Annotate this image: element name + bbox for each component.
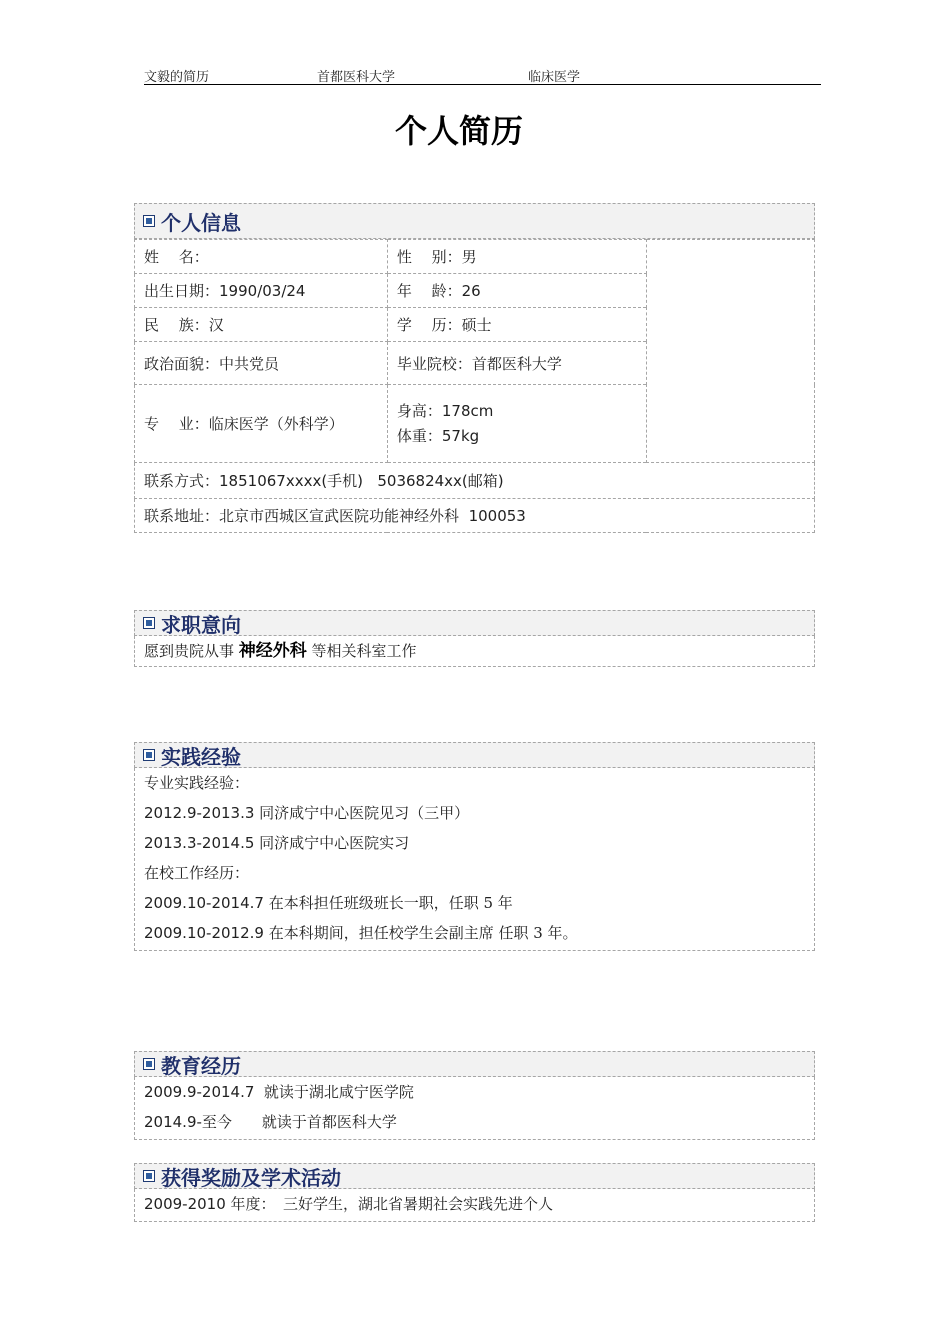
- section-header: [134, 742, 815, 768]
- section-title: 教育经历: [161, 1053, 241, 1078]
- section-header: [134, 1051, 815, 1077]
- intent-emphasis: 神经外科: [238, 641, 307, 661]
- section-title: 实践经验: [161, 744, 241, 769]
- name-cell: 姓 名：: [135, 240, 388, 274]
- list-item: 2014.9-至今 就读于首都医科大学: [144, 1113, 397, 1131]
- age-cell: 年 龄：26: [387, 274, 646, 308]
- section-body: [134, 1077, 815, 1140]
- list-item: 2012.9-2013.3 同济咸宁中心医院见习（三甲）: [144, 804, 470, 822]
- intent-line: 愿到贵院从事 神经外科 等相关科室工作: [144, 641, 417, 661]
- list-label: 专业实践经验：: [144, 774, 250, 792]
- birth-cell: 出生日期：1990/03/24: [135, 274, 388, 308]
- section-title: 求职意向: [161, 612, 241, 637]
- section-bullet-icon: [143, 215, 155, 227]
- major-cell: 专 业：临床医学（外科学）: [135, 385, 388, 463]
- table-row: [135, 240, 815, 274]
- table-row: [135, 463, 815, 499]
- section-education: [134, 1051, 815, 1140]
- section-awards: [134, 1163, 815, 1222]
- header-major: 临床医学: [528, 70, 581, 85]
- section-bullet-icon: [143, 1058, 155, 1070]
- section-job-intent: [134, 610, 815, 667]
- body-cell: 身高：178cm 体重：57kg: [387, 385, 646, 463]
- section-bullet-icon: [143, 617, 155, 629]
- address-cell: 联系地址：北京市西城区宣武医院功能神经外科 100053: [135, 499, 815, 533]
- list-item: 2009-2010 年度： 三好学生，湖北省暑期社会实践先进个人: [144, 1195, 554, 1213]
- header-school: 首都医科大学: [317, 70, 396, 85]
- list-item: 2013.3-2014.5 同济咸宁中心医院实习: [144, 834, 410, 852]
- section-bullet-icon: [143, 749, 155, 761]
- section-header: [134, 203, 815, 239]
- list-item: 2009.10-2014.7 在本科担任班级班长一职，任职 5 年: [144, 894, 513, 912]
- gender-cell: 性 别：男: [387, 240, 646, 274]
- section-header: [134, 610, 815, 636]
- school-cell: 毕业院校：首都医科大学: [387, 342, 646, 385]
- table-row: [135, 499, 815, 533]
- section-body: [134, 636, 815, 667]
- section-title: 获得奖励及学术活动: [161, 1165, 341, 1190]
- section-practice: [134, 742, 815, 951]
- ethnic-cell: 民 族：汉: [135, 308, 388, 342]
- header-name: 文毅的简历: [144, 70, 210, 85]
- section-bullet-icon: [143, 1170, 155, 1182]
- personal-info-table: [134, 239, 815, 533]
- list-label: 在校工作经历：: [144, 864, 250, 882]
- section-body: [134, 768, 815, 951]
- photo-cell: [646, 240, 814, 463]
- section-header: [134, 1163, 815, 1189]
- section-body: [134, 1189, 815, 1222]
- degree-cell: 学 历：硕士: [387, 308, 646, 342]
- political-cell: 政治面貌：中共党员: [135, 342, 388, 385]
- section-personal-info: [134, 203, 815, 533]
- section-title: 个人信息: [161, 210, 241, 235]
- page-title: 个人简历: [394, 112, 523, 150]
- contact-cell: 联系方式：1851067xxxx(手机) 5036824xx(邮箱): [135, 463, 815, 499]
- list-item: 2009.10-2012.9 在本科期间，担任校学生会副主席 任职 3 年。: [144, 924, 578, 942]
- page-header: [144, 66, 821, 85]
- list-item: 2009.9-2014.7 就读于湖北咸宁医学院: [144, 1083, 414, 1101]
